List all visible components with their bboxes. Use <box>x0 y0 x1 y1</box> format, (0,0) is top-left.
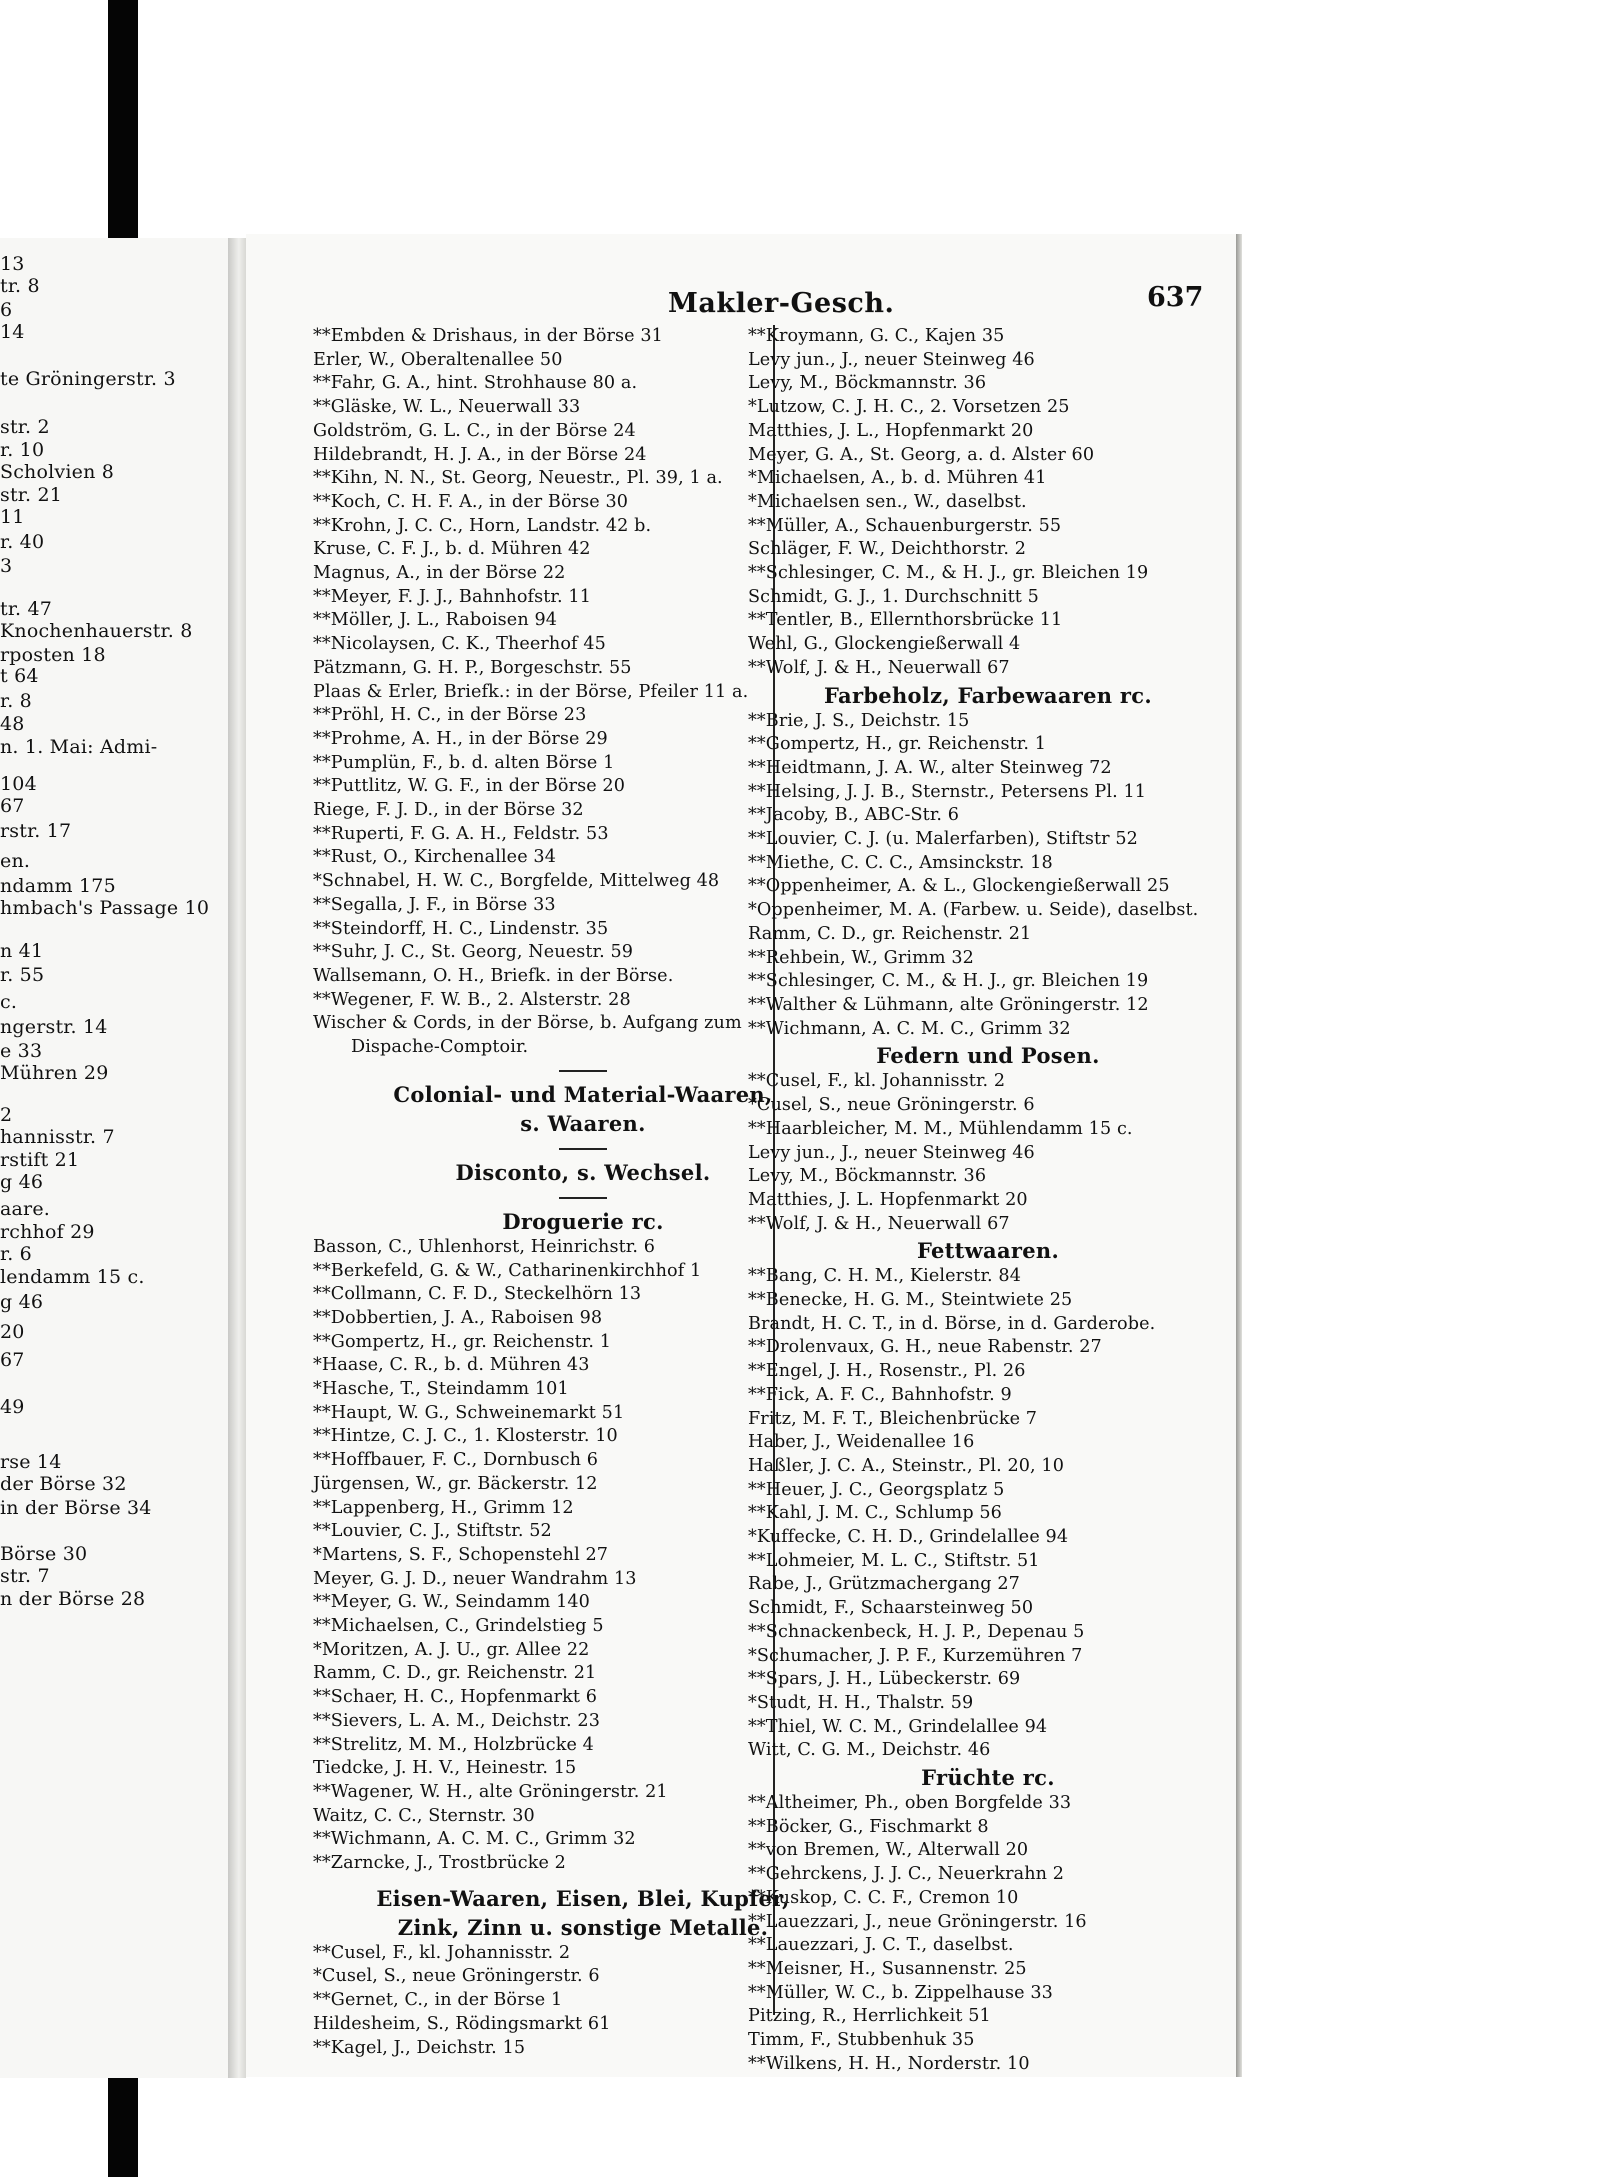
left-page-fragment-line: n 41 <box>0 940 44 962</box>
directory-entry: **Altheimer, Ph., oben Borgfelde 33 <box>748 1793 1072 1814</box>
left-page-fragment-line: 2 <box>0 1104 13 1126</box>
directory-entry: **Wolf, J. & H., Neuerwall 67 <box>748 657 1010 678</box>
directory-entry: **Walther & Lühmann, alte Gröningerstr. 12 <box>748 994 1149 1015</box>
left-page-fragment-line: c. <box>0 991 18 1013</box>
directory-entry: **Gompertz, H., gr. Reichenstr. 1 <box>748 734 1047 755</box>
left-page-fragment-line: str. 2 <box>0 416 50 438</box>
running-head: Makler-Gesch. <box>668 288 895 319</box>
directory-entry: Waitz, C. C., Sternstr. 30 <box>313 1805 535 1826</box>
directory-entry: **Haarbleicher, M. M., Mühlendamm 15 c. <box>748 1118 1133 1139</box>
directory-entry: *Martens, S. F., Schopenstehl 27 <box>313 1544 609 1565</box>
directory-entry: **Meyer, F. J. J., Bahnhofstr. 11 <box>313 586 591 607</box>
directory-entry: Rabe, J., Grützmachergang 27 <box>748 1574 1020 1595</box>
directory-entry: **Segalla, J. F., in Börse 33 <box>313 894 556 915</box>
section-rule <box>559 1197 607 1199</box>
directory-entry: **Schlesinger, C. M., & H. J., gr. Bleichen 19 <box>748 563 1149 584</box>
section-heading: Colonial- und Material-Waaren, <box>393 1081 773 1107</box>
scan-border-top-bar <box>108 0 138 238</box>
directory-entry: **Tentler, B., Ellernthorsbrücke 11 <box>748 610 1063 631</box>
directory-entry: **Helsing, J. J. B., Sternstr., Petersens Pl. 11 <box>748 781 1147 802</box>
directory-entry: Haßler, J. C. A., Steinstr., Pl. 20, 10 <box>748 1455 1065 1476</box>
directory-entry: **Heidtmann, J. A. W., alter Steinweg 72 <box>748 757 1112 778</box>
directory-entry: Plaas & Erler, Briefk.: in der Börse, Pfeiler 11 a. <box>313 681 749 702</box>
directory-entry: **Jacoby, B., ABC-Str. 6 <box>748 805 960 826</box>
directory-entry: Schmidt, G. J., 1. Durchschnitt 5 <box>748 586 1039 607</box>
left-page-fragment-line: g 46 <box>0 1291 44 1313</box>
left-page-fragment-line: 11 <box>0 506 25 528</box>
left-page-fragment-line: 14 <box>0 321 25 343</box>
directory-entry: Kruse, C. F. J., b. d. Mühren 42 <box>313 539 591 560</box>
left-page-fragment-line: str. 7 <box>0 1565 50 1587</box>
directory-entry: **Ruperti, F. G. A. H., Feldstr. 53 <box>313 823 609 844</box>
directory-entry: *Michaelsen sen., W., daselbst. <box>748 491 1027 512</box>
directory-entry: *Kuffecke, C. H. D., Grindelallee 94 <box>748 1527 1069 1548</box>
directory-entry: Pätzmann, G. H. P., Borgeschstr. 55 <box>313 657 632 678</box>
left-page-fragment-line: rstr. 17 <box>0 820 72 842</box>
left-page-fragment-line: n der Börse 28 <box>0 1588 146 1610</box>
left-page-fragment-line: 67 <box>0 1349 25 1371</box>
page-edge <box>1236 234 1242 2077</box>
directory-entry: **Collmann, C. F. D., Steckelhörn 13 <box>313 1284 642 1305</box>
directory-entry: *Michaelsen, A., b. d. Mühren 41 <box>748 468 1047 489</box>
directory-entry: **Wegener, F. W. B., 2. Alsterstr. 28 <box>313 989 631 1010</box>
directory-entry: **Koch, C. H. F. A., in der Börse 30 <box>313 491 629 512</box>
book-gutter <box>228 238 246 2078</box>
directory-entry: **Strelitz, M. M., Holzbrücke 4 <box>313 1734 594 1755</box>
directory-entry: **Lauezzari, J. C. T., daselbst. <box>748 1935 1014 1956</box>
directory-entry: **Lohmeier, M. L. C., Stiftstr. 51 <box>748 1550 1040 1571</box>
directory-entry: Wischer & Cords, in der Börse, b. Aufgang zum <box>313 1013 742 1034</box>
left-page-fragment-line: t 64 <box>0 665 39 687</box>
left-page-fragment-line: 13 <box>0 253 25 275</box>
directory-entry: **Gehrckens, J. J. C., Neuerkrahn 2 <box>748 1864 1065 1885</box>
directory-entry: Fritz, M. F. T., Bleichenbrücke 7 <box>748 1408 1038 1429</box>
directory-entry: Ramm, C. D., gr. Reichenstr. 21 <box>313 1663 597 1684</box>
directory-entry: **Brie, J. S., Deichstr. 15 <box>748 710 970 731</box>
page-number: 637 <box>1147 282 1204 313</box>
directory-entry-continuation: Dispache-Comptoir. <box>351 1037 529 1058</box>
directory-entry: **Puttlitz, W. G. F., in der Börse 20 <box>313 776 626 797</box>
left-page-fragment-line: tr. 8 <box>0 275 40 297</box>
directory-entry: **Böcker, G., Fischmarkt 8 <box>748 1816 989 1837</box>
directory-entry: *Studt, H. H., Thalstr. 59 <box>748 1692 974 1713</box>
directory-entry: Haber, J., Weidenallee 16 <box>748 1432 975 1453</box>
left-page-fragment-line: rstift 21 <box>0 1149 80 1171</box>
directory-entry: Matthies, J. L., Hopfenmarkt 20 <box>748 420 1034 441</box>
directory-entry: **Gläske, W. L., Neuerwall 33 <box>313 397 581 418</box>
directory-entry: **Wilkens, H. H., Norderstr. 10 <box>748 2053 1030 2074</box>
directory-entry: **Drolenvaux, G. H., neue Rabenstr. 27 <box>748 1337 1102 1358</box>
directory-entry: Pitzing, R., Herrlichkeit 51 <box>748 2006 991 2027</box>
right-column <box>748 325 1228 2077</box>
section-heading: Eisen-Waaren, Eisen, Blei, Kupfer, <box>376 1885 790 1911</box>
directory-entry: Meyer, G. A., St. Georg, a. d. Alster 60 <box>748 444 1095 465</box>
directory-entry: **Kuskop, C. C. F., Cremon 10 <box>748 1887 1019 1908</box>
directory-entry: **Zarncke, J., Trostbrücke 2 <box>313 1853 566 1874</box>
left-page-fragment-line: Börse 30 <box>0 1543 88 1565</box>
directory-entry: **Dobbertien, J. A., Raboisen 98 <box>313 1307 603 1328</box>
left-page-fragment-line: ndamm 175 <box>0 875 116 897</box>
left-page-fragment-line: ngerstr. 14 <box>0 1016 108 1038</box>
left-page-fragment-line: r. 8 <box>0 690 32 712</box>
directory-entry: **Gernet, C., in der Börse 1 <box>313 1990 563 2011</box>
directory-entry: **Berkefeld, G. & W., Catharinenkirchhof 1 <box>313 1260 702 1281</box>
left-page-fragment-line: 20 <box>0 1321 25 1343</box>
left-page-fragment-line: 6 <box>0 299 13 321</box>
left-page-fragment-line: 67 <box>0 795 25 817</box>
directory-entry: Witt, C. G. M., Deichstr. 46 <box>748 1740 991 1761</box>
directory-entry: Matthies, J. L. Hopfenmarkt 20 <box>748 1189 1028 1210</box>
section-rule <box>559 1148 607 1150</box>
directory-entry: **Meyer, G. W., Seindamm 140 <box>313 1592 590 1613</box>
left-page-fragment-line: 104 <box>0 773 37 795</box>
directory-entry: **Nicolaysen, C. K., Theerhof 45 <box>313 634 606 655</box>
left-page-fragment-line: hannisstr. 7 <box>0 1126 115 1148</box>
left-page-fragment-line: g 46 <box>0 1171 44 1193</box>
section-heading: Disconto, s. Wechsel. <box>455 1159 711 1185</box>
directory-entry: **Miethe, C. C. C., Amsinckstr. 18 <box>748 852 1053 873</box>
left-page-fragment-line: r. 40 <box>0 531 45 553</box>
directory-entry: Jürgensen, W., gr. Bäckerstr. 12 <box>313 1473 598 1494</box>
left-page-fragment-line: r. 10 <box>0 439 45 461</box>
directory-entry: **Gompertz, H., gr. Reichenstr. 1 <box>313 1331 612 1352</box>
directory-entry: *Cusel, S., neue Gröningerstr. 6 <box>748 1095 1035 1116</box>
directory-entry: **Louvier, C. J. (u. Malerfarben), Stiftstr 52 <box>748 829 1138 850</box>
directory-entry: **Rust, O., Kirchenallee 34 <box>313 847 556 868</box>
directory-entry: **Kroymann, G. C., Kajen 35 <box>748 326 1005 346</box>
left-page-fragment-line: lendamm 15 c. <box>0 1266 145 1288</box>
left-page-fragment-line: rposten 18 <box>0 644 106 666</box>
section-heading: Farbeholz, Farbewaaren rc. <box>823 682 1152 708</box>
directory-entry: *Cusel, S., neue Gröningerstr. 6 <box>313 1966 600 1987</box>
directory-entry: **Schlesinger, C. M., & H. J., gr. Bleichen 19 <box>748 971 1149 992</box>
section-heading: s. Waaren. <box>520 1110 646 1136</box>
directory-entry: Schmidt, F., Schaarsteinweg 50 <box>748 1598 1034 1619</box>
directory-entry: **Kahl, J. M. C., Schlump 56 <box>748 1503 1002 1524</box>
directory-entry: **Kihn, N. N., St. Georg, Neuestr., Pl. 39, 1 a. <box>313 468 723 489</box>
directory-entry: **Wichmann, A. C. M. C., Grimm 32 <box>313 1829 636 1850</box>
left-page-fragment-line: Mühren 29 <box>0 1062 109 1084</box>
directory-entry: **Engel, J. H., Rosenstr., Pl. 26 <box>748 1361 1026 1382</box>
directory-entry: *Hasche, T., Steindamm 101 <box>313 1379 569 1400</box>
left-page-fragment-line: r. 6 <box>0 1243 32 1265</box>
section-rule <box>559 1070 607 1072</box>
section-heading: Zink, Zinn u. sonstige Metalle. <box>397 1914 769 1940</box>
directory-entry: Riege, F. J. D., in der Börse 32 <box>313 800 584 821</box>
directory-entry: **Hintze, C. J. C., 1. Klosterstr. 10 <box>313 1426 618 1447</box>
directory-entry: **Möller, J. L., Raboisen 94 <box>313 610 558 631</box>
directory-entry: **Wichmann, A. C. M. C., Grimm 32 <box>748 1018 1071 1039</box>
left-page-fragment-line: te Gröningerstr. 3 <box>0 368 176 390</box>
directory-entry: **Pumplün, F., b. d. alten Börse 1 <box>313 752 615 773</box>
left-page-fragment-line: tr. 47 <box>0 598 53 620</box>
directory-entry: Levy, M., Böckmannstr. 36 <box>748 373 987 394</box>
directory-entry: *Schnabel, H. W. C., Borgfelde, Mittelweg 48 <box>313 871 720 892</box>
directory-entry: **Wolf, J. & H., Neuerwall 67 <box>748 1213 1010 1234</box>
directory-entry: **Michaelsen, C., Grindelstieg 5 <box>313 1616 604 1637</box>
directory-entry: **Fick, A. F. C., Bahnhofstr. 9 <box>748 1384 1012 1405</box>
directory-entry: **Haupt, W. G., Schweinemarkt 51 <box>313 1402 625 1423</box>
directory-entry: **Suhr, J. C., St. Georg, Neuestr. 59 <box>313 942 634 963</box>
left-page-fragment-line: aare. <box>0 1198 51 1220</box>
directory-entry: **Rehbein, W., Grimm 32 <box>748 947 974 968</box>
directory-entry: **Thiel, W. C. M., Grindelallee 94 <box>748 1716 1048 1737</box>
directory-entry: Hildebrandt, H. J. A., in der Börse 24 <box>313 444 647 465</box>
directory-entry: Levy, M., Böckmannstr. 36 <box>748 1166 987 1187</box>
directory-entry: **Steindorff, H. C., Lindenstr. 35 <box>313 918 609 939</box>
directory-entry: **Hoffbauer, F. C., Dornbusch 6 <box>313 1450 599 1471</box>
directory-entry: Levy jun., J., neuer Steinweg 46 <box>748 1142 1035 1163</box>
left-page-fragment-line: 48 <box>0 713 25 735</box>
left-page-fragment-line: str. 21 <box>0 484 63 506</box>
directory-entry: **Prohme, A. H., in der Börse 29 <box>313 728 608 749</box>
scan-border-bottom-bar <box>108 2070 138 2177</box>
directory-entry: **von Bremen, W., Alterwall 20 <box>748 1840 1029 1861</box>
directory-entry: **Schnackenbeck, H. J. P., Depenau 5 <box>748 1621 1085 1642</box>
directory-entry: Ramm, C. D., gr. Reichenstr. 21 <box>748 923 1032 944</box>
directory-entry: Hildesheim, S., Rödingsmarkt 61 <box>313 2013 611 2034</box>
directory-entry: *Haase, C. R., b. d. Mühren 43 <box>313 1355 590 1376</box>
left-page-fragment-line: rchhof 29 <box>0 1221 95 1243</box>
left-page-fragment-line: in der Börse 34 <box>0 1497 152 1519</box>
section-heading: Früchte rc. <box>921 1765 1055 1791</box>
directory-entry: **Müller, W. C., b. Zippelhause 33 <box>748 1982 1053 2003</box>
directory-entry: **Krohn, J. C. C., Horn, Landstr. 42 b. <box>313 515 652 536</box>
directory-entry: *Schumacher, J. P. F., Kurzemühren 7 <box>748 1645 1083 1666</box>
directory-entry: **Cusel, F., kl. Johannisstr. 2 <box>313 1942 571 1963</box>
section-heading: Droguerie rc. <box>502 1208 664 1234</box>
directory-entry: **Cusel, F., kl. Johannisstr. 2 <box>748 1071 1006 1092</box>
directory-entry: Levy jun., J., neuer Steinweg 46 <box>748 349 1035 370</box>
directory-entry: Basson, C., Uhlenhorst, Heinrichstr. 6 <box>313 1236 656 1257</box>
directory-entry: Tiedcke, J. H. V., Heinestr. 15 <box>313 1758 577 1779</box>
left-page-fragment-line: Knochenhauerstr. 8 <box>0 620 193 642</box>
directory-entry: **Meisner, H., Susannenstr. 25 <box>748 1959 1027 1979</box>
directory-entry: **Benecke, H. G. M., Steintwiete 25 <box>748 1290 1073 1311</box>
directory-entry: Schläger, F. W., Deichthorstr. 2 <box>748 539 1027 560</box>
directory-entry: *Lutzow, C. J. H. C., 2. Vorsetzen 25 <box>748 397 1070 418</box>
directory-entry: Wehl, G., Glockengießerwall 4 <box>748 634 1021 655</box>
directory-entry: Meyer, G. J. D., neuer Wandrahm 13 <box>313 1568 637 1589</box>
directory-entry: **Bang, C. H. M., Kielerstr. 84 <box>748 1266 1022 1287</box>
directory-entry: **Spars, J. H., Lübeckerstr. 69 <box>748 1669 1021 1690</box>
left-page-fragment-line: rse 14 <box>0 1451 62 1473</box>
left-page-fragment-line: Scholvien 8 <box>0 461 115 483</box>
left-page-fragment-line: 3 <box>0 555 13 577</box>
directory-entry: **Sievers, L. A. M., Deichstr. 23 <box>313 1710 600 1731</box>
directory-entry: *Oppenheimer, M. A. (Farbew. u. Seide), daselbst. <box>748 900 1199 921</box>
section-heading: Fettwaaren. <box>916 1238 1060 1264</box>
left-page-fragment-line: hmbach's Passage 10 <box>0 897 210 919</box>
directory-entry: Wallsemann, O. H., Briefk. in der Börse. <box>313 965 674 986</box>
directory-entry: **Pröhl, H. C., in der Börse 23 <box>313 705 587 726</box>
directory-entry: **Oppenheimer, A. & L., Glockengießerwall 25 <box>748 876 1170 897</box>
directory-entry: Timm, F., Stubbenhuk 35 <box>748 2030 975 2051</box>
directory-entry: **Louvier, C. J., Stiftstr. 52 <box>313 1521 552 1542</box>
left-page-fragment-line: n. 1. Mai: Admi- <box>0 736 158 758</box>
directory-entry: **Kagel, J., Deichstr. 15 <box>313 2037 526 2058</box>
directory-entry: Magnus, A., in der Börse 22 <box>313 563 566 584</box>
directory-entry: **Heuer, J. C., Georgsplatz 5 <box>748 1479 1005 1500</box>
directory-entry: **Fahr, G. A., hint. Strohhause 80 a. <box>313 373 638 394</box>
left-page-fragment-line: r. 55 <box>0 964 45 986</box>
left-page-fragment-line: der Börse 32 <box>0 1473 127 1495</box>
directory-entry: **Schaer, H. C., Hopfenmarkt 6 <box>313 1687 598 1708</box>
directory-entry: **Lappenberg, H., Grimm 12 <box>313 1497 574 1518</box>
directory-entry: *Moritzen, A. J. U., gr. Allee 22 <box>313 1639 590 1660</box>
directory-entry: **Embden & Drishaus, in der Börse 31 <box>313 326 663 346</box>
left-page-fragment-line: 49 <box>0 1396 25 1418</box>
left-page-fragment-line: e 33 <box>0 1040 43 1062</box>
directory-entry: Erler, W., Oberaltenallee 50 <box>313 349 563 370</box>
directory-entry: Brandt, H. C. T., in d. Börse, in d. Garderobe. <box>748 1313 1156 1334</box>
directory-entry: Goldström, G. L. C., in der Börse 24 <box>313 420 636 441</box>
directory-entry: **Lauezzari, J., neue Gröningerstr. 16 <box>748 1911 1087 1932</box>
section-heading: Federn und Posen. <box>876 1043 1100 1069</box>
directory-entry: **Wagener, W. H., alte Gröningerstr. 21 <box>313 1781 668 1802</box>
previous-page-fragment <box>0 238 228 2078</box>
directory-entry: **Müller, A., Schauenburgerstr. 55 <box>748 515 1062 536</box>
left-page-fragment-line: en. <box>0 850 31 872</box>
